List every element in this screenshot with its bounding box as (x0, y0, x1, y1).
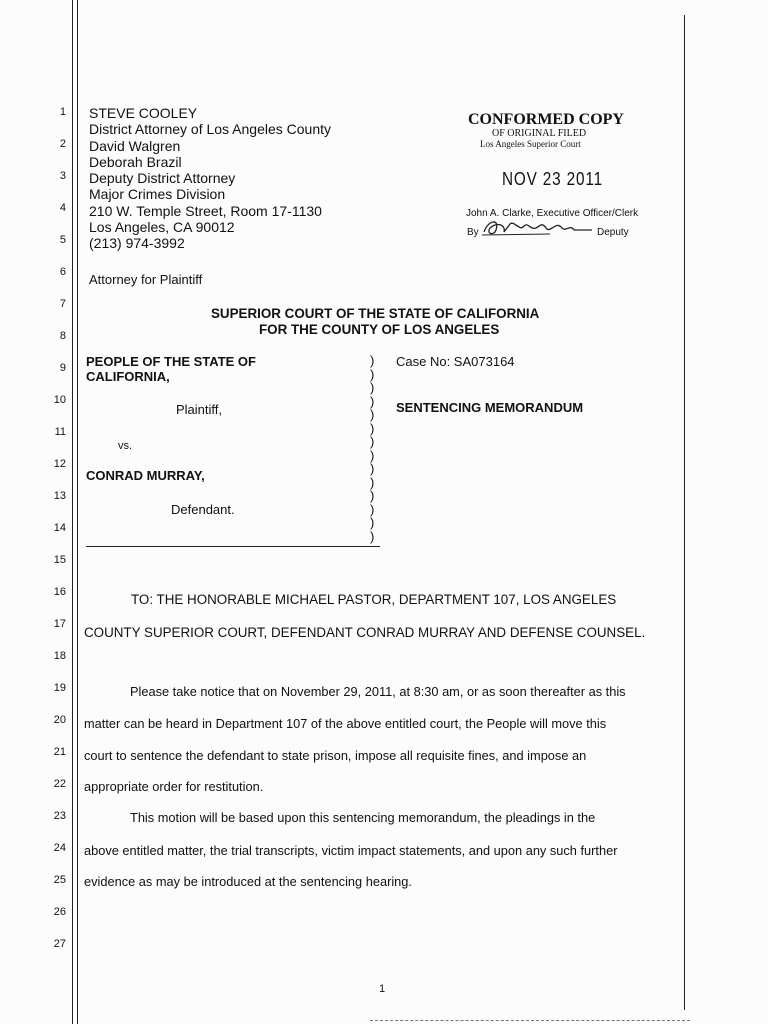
stamp-deputy: Deputy (597, 227, 629, 238)
line-number: 8 (59, 330, 66, 342)
paragraph-line: court to sentence the defendant to state prison, impose all requisite fines, and impose an (84, 748, 587, 763)
line-number: 14 (53, 522, 66, 534)
paragraph-line: This motion will be based upon this sentencing memorandum, the pleadings in the (130, 810, 596, 825)
paragraph-line: Please take notice that on November 29, 2011, at 8:30 am, or as soon thereafter as this (130, 684, 626, 699)
plaintiff-name-line1: PEOPLE OF THE STATE OF (86, 354, 256, 369)
line-number: 1 (59, 106, 66, 118)
line-number: 10 (53, 394, 66, 406)
attorney-line: Major Crimes Division (89, 186, 226, 203)
court-name-line2: FOR THE COUNTY OF LOS ANGELES (259, 322, 500, 337)
footer-rule (370, 1020, 690, 1021)
line-number: 5 (59, 234, 66, 246)
left-margin-rule-outer (72, 0, 73, 1024)
stamp-title: CONFORMED COPY (468, 111, 624, 128)
line-number: 7 (59, 298, 66, 310)
right-margin-rule (684, 15, 685, 1010)
line-number: 27 (53, 938, 66, 950)
caption-parentheses: ) ) ) ) ) ) ) ) ) ) ) ) ) ) (370, 353, 375, 544)
page-number: 1 (379, 983, 386, 995)
line-number: 18 (53, 650, 66, 662)
document-title: SENTENCING MEMORANDUM (396, 400, 584, 415)
attorney-line: David Walgren (89, 137, 181, 154)
line-number: 16 (53, 586, 66, 598)
stamp-clerk: John A. Clarke, Executive Officer/Clerk (466, 208, 639, 219)
line-number: 9 (59, 362, 66, 374)
paragraph-line: evidence as may be introduced at the sentencing hearing. (84, 874, 412, 889)
attorney-line: District Attorney of Los Angeles County (89, 121, 332, 138)
paragraph-line: matter can be heard in Department 107 of the above entitled court, the People will move this (84, 716, 607, 731)
plaintiff-name-line2: CALIFORNIA, (86, 369, 170, 384)
line-number: 2 (59, 138, 66, 150)
line-number: 24 (53, 842, 66, 854)
attorney-line: (213) 974-3992 (89, 235, 185, 252)
line-number: 12 (53, 458, 66, 470)
plaintiff-role: Plaintiff, (176, 402, 223, 417)
addressee-line1: TO: THE HONORABLE MICHAEL PASTOR, DEPARTMENT 107, LOS ANGELES (131, 592, 617, 607)
defendant-role: Defendant. (171, 502, 235, 517)
line-number: 26 (53, 906, 66, 918)
paragraph-line: appropriate order for restitution. (84, 779, 264, 794)
case-number: Case No: SA073164 (396, 354, 515, 369)
line-number: 25 (53, 874, 66, 886)
versus: vs. (118, 440, 133, 452)
line-number: 4 (59, 202, 66, 214)
line-number: 21 (53, 746, 66, 758)
clerk-signature (480, 216, 598, 238)
attorney-line: 210 W. Temple Street, Room 17-1130 (89, 202, 322, 219)
line-number: 19 (53, 682, 66, 694)
line-number: 15 (53, 554, 66, 566)
line-number: 22 (53, 778, 66, 790)
line-number: 20 (53, 714, 66, 726)
line-number: 3 (59, 170, 66, 182)
attorney-line: Los Angeles, CA 90012 (89, 219, 235, 236)
left-margin-rule-inner (77, 0, 78, 1024)
stamp-line2: Los Angeles Superior Court (480, 139, 581, 149)
line-number: 17 (53, 618, 66, 630)
stamp-date: NOV 23 2011 (502, 169, 603, 189)
stamp-line1: OF ORIGINAL FILED (492, 128, 587, 139)
line-number: 23 (53, 810, 66, 822)
line-number: 11 (54, 426, 66, 438)
paragraph-line: above entitled matter, the trial transcripts, victim impact statements, and upon any such further (84, 843, 618, 858)
attorney-line: Deborah Brazil (89, 153, 182, 170)
stamp-by: By (467, 227, 479, 238)
attorney-block (89, 105, 331, 252)
court-name-line1: SUPERIOR COURT OF THE STATE OF CALIFORNIA (211, 306, 540, 321)
addressee-line2: COUNTY SUPERIOR COURT, DEFENDANT CONRAD MURRAY AND DEFENSE COUNSEL. (84, 625, 646, 640)
attorney-line: Deputy District Attorney (89, 170, 236, 187)
defendant-name: CONRAD MURRAY, (86, 468, 205, 483)
caption-underline (86, 546, 380, 547)
line-number: 6 (59, 266, 66, 278)
attorney-role: Attorney for Plaintiff (89, 272, 203, 287)
attorney-line: STEVE COOLEY (89, 105, 198, 121)
line-number: 13 (53, 490, 66, 502)
